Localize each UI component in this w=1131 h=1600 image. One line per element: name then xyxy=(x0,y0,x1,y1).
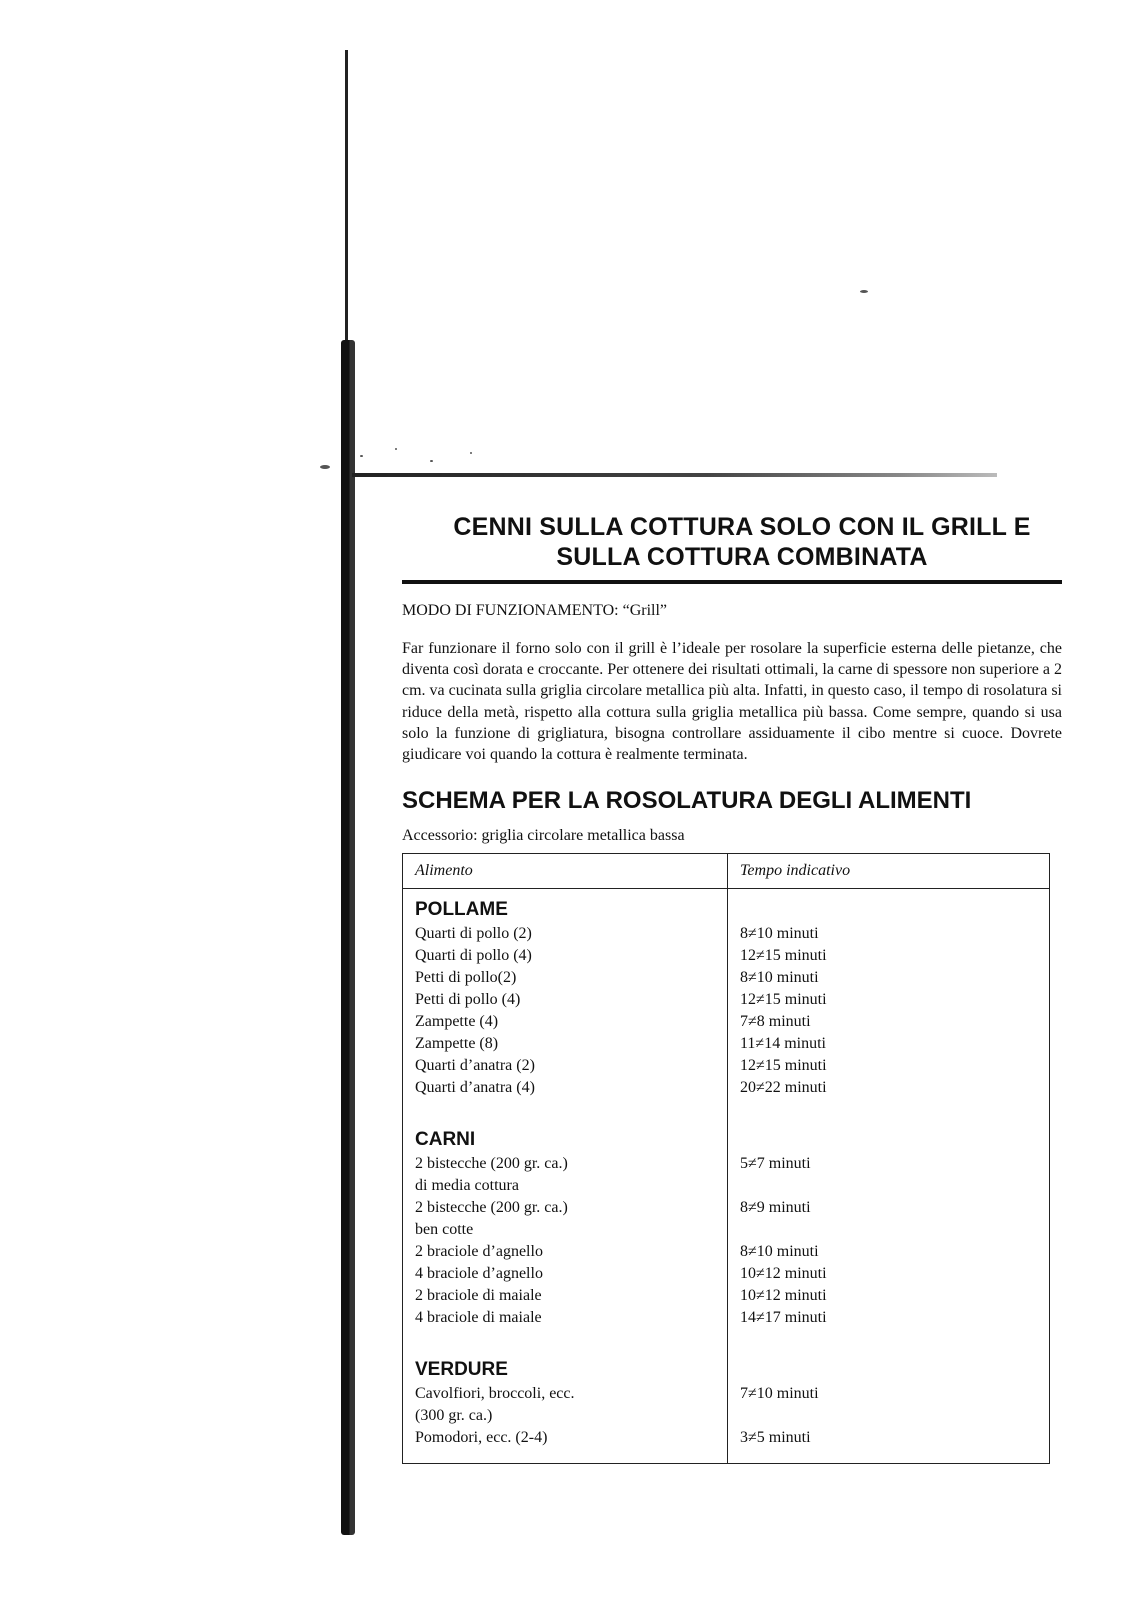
food-item: 2 braciole di maiale xyxy=(415,1287,542,1305)
category-heading: POLLAME xyxy=(415,899,508,921)
speckle xyxy=(470,452,472,454)
food-item-detail: di media cottura xyxy=(415,1177,519,1195)
time-value: 7≠8 minuti xyxy=(740,1013,811,1031)
time-value: 12≠15 minuti xyxy=(740,991,827,1009)
food-item: Zampette (4) xyxy=(415,1013,499,1031)
category-heading: CARNI xyxy=(415,1129,476,1151)
intro-paragraph: Far funzionare il forno solo con il grill è l’ideale per rosolare la superficie esterna delle pietanze, che diventa così dorata e croccante. Per ottenere dei risultati ottimali, la carne di spessore non superiore a 2 cm. va cucinata sulla griglia circolare metallica più alta. Infatti, in questo caso, il tempo di rosolatura si riduce della metà, rispetto alla cottura sulla griglia metallica più bassa. Come sempre, quando si usa solo la funzione di grigliatura, bisogna controllare assiduamente il cibo mentre si cuoce. Dovrete giudicare voi quando la cottura è realmente terminata. xyxy=(402,640,1062,764)
header-time: Tempo indicativo xyxy=(728,854,1050,889)
food-item: 2 braciole d’agnello xyxy=(415,1243,543,1261)
food-item-detail: (300 gr. ca.) xyxy=(415,1407,493,1425)
speckle xyxy=(395,448,397,450)
food-item: Petti di pollo (4) xyxy=(415,991,521,1009)
table-header-row xyxy=(403,854,1050,889)
food-item: Pomodori, ecc. (2-4) xyxy=(415,1429,548,1447)
section-title: SCHEMA PER LA ROSOLATURA DEGLI ALIMENTI xyxy=(402,787,972,815)
time-column xyxy=(728,889,1050,1464)
time-value: 7≠10 minuti xyxy=(740,1385,819,1403)
mode-line: MODO DI FUNZIONAMENTO: “Grill” xyxy=(402,602,668,619)
food-item-detail: ben cotte xyxy=(415,1221,474,1239)
food-item: 4 braciole di maiale xyxy=(415,1309,542,1327)
food-item: 4 braciole d’agnello xyxy=(415,1265,543,1283)
time-value: 3≠5 minuti xyxy=(740,1429,811,1447)
time-value: 8≠9 minuti xyxy=(740,1199,811,1217)
top-scan-rule xyxy=(352,473,997,477)
food-item: 2 bistecche (200 gr. ca.) xyxy=(415,1199,568,1217)
food-item: Petti di pollo(2) xyxy=(415,969,517,987)
time-value: 8≠10 minuti xyxy=(740,1243,819,1261)
binding-line xyxy=(345,50,348,350)
time-value: 5≠7 minuti xyxy=(740,1155,811,1173)
time-value: 8≠10 minuti xyxy=(740,969,819,987)
title-line-1: CENNI SULLA COTTURA SOLO CON IL GRILL E xyxy=(453,513,1031,541)
food-item: Quarti di pollo (4) xyxy=(415,947,532,965)
table-body-row xyxy=(403,889,1050,1464)
food-item: Quarti d’anatra (2) xyxy=(415,1057,535,1075)
binding-shadow xyxy=(341,340,355,1535)
time-value: 8≠10 minuti xyxy=(740,925,819,943)
title-line-2: SULLA COTTURA COMBINATA xyxy=(556,543,928,571)
food-item: Quarti di pollo (2) xyxy=(415,925,532,943)
food-item: Cavolfiori, broccoli, ecc. xyxy=(415,1385,575,1403)
speckle xyxy=(430,460,433,462)
speckle xyxy=(860,290,868,293)
category-heading: VERDURE xyxy=(415,1359,508,1381)
time-value: 11≠14 minuti xyxy=(740,1035,826,1053)
accessory-line: Accessorio: griglia circolare metallica bassa xyxy=(402,827,685,845)
page-content xyxy=(402,512,1062,1464)
header-food: Alimento xyxy=(403,854,728,889)
food-column xyxy=(403,889,728,1464)
time-value: 12≠15 minuti xyxy=(740,1057,827,1075)
time-value: 14≠17 minuti xyxy=(740,1309,827,1327)
page-title xyxy=(402,512,1062,580)
food-item: Quarti d’anatra (4) xyxy=(415,1079,535,1097)
time-value: 12≠15 minuti xyxy=(740,947,827,965)
speckle xyxy=(360,455,363,457)
food-item: 2 bistecche (200 gr. ca.) xyxy=(415,1155,568,1173)
browning-table xyxy=(402,853,1050,1464)
time-value: 20≠22 minuti xyxy=(740,1079,827,1097)
time-value: 10≠12 minuti xyxy=(740,1265,827,1283)
title-underline xyxy=(402,580,1062,584)
time-value: 10≠12 minuti xyxy=(740,1287,827,1305)
food-item: Zampette (8) xyxy=(415,1035,499,1053)
speckle xyxy=(320,465,330,469)
